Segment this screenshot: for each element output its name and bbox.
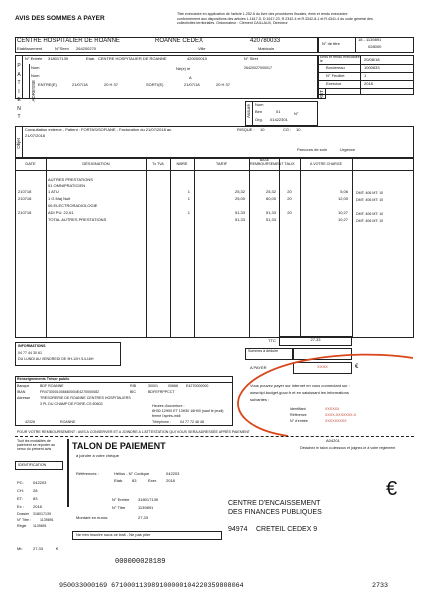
ch-label: CH: xyxy=(17,488,24,493)
ocr-line-2b: 2733 xyxy=(372,582,389,590)
rib-3: E4270000000 xyxy=(186,384,209,388)
bordereau-label: Bordereau xyxy=(326,65,345,70)
matricule-label: Matricule xyxy=(258,46,275,51)
row-desig: ADI PU: 22,61 xyxy=(48,210,74,215)
entree-date-label: ENTRE(E) xyxy=(38,82,57,87)
risque-label: RISQUE : xyxy=(237,127,255,132)
cg-value: 10 xyxy=(296,127,301,132)
col-designation: DÉSIGNATION xyxy=(82,161,110,166)
iban-value: FR4730001006660004E4270000082 xyxy=(40,390,100,394)
euro-icon: € xyxy=(386,478,398,500)
internet-line-3: suivantes : xyxy=(250,397,270,402)
ben-value: 01 xyxy=(276,109,281,114)
siren-value: 264200270 xyxy=(76,46,97,51)
siren-label: N°Siren xyxy=(55,46,69,51)
emis-label: Emis et rendu exécutoire le xyxy=(320,55,360,63)
section-omni: 01 OMNIPRATICIEN xyxy=(48,183,86,188)
establishment-name: CENTRE HOSPITALIER DE ROANNE xyxy=(17,38,120,44)
sommes-label: Sommes à déduire xyxy=(248,349,279,353)
mt-label: Mt: xyxy=(17,546,23,551)
mt-value: 27,33 xyxy=(33,546,44,551)
dossier-value: 318017139 xyxy=(33,512,51,516)
reg-value: 1139891 xyxy=(33,524,47,528)
table-row: 210718 xyxy=(18,196,32,201)
col-nbre: NBRE xyxy=(176,161,188,166)
col-taux: TAUX xyxy=(284,161,295,166)
row-base: 60,00 xyxy=(265,196,276,201)
etab-code: 420000010 xyxy=(187,56,208,61)
titre-value: 1139891 xyxy=(40,518,54,522)
reg-label: Régie xyxy=(17,524,27,528)
ttc-label: TTC xyxy=(268,338,276,343)
banque-label: Banque xyxy=(17,384,30,388)
talon-title: TALON DE PAIEMENT xyxy=(72,441,166,451)
montant-value: 27,33 xyxy=(138,515,149,520)
exercice-value: 2018 xyxy=(364,81,373,86)
rib-2: 00666 xyxy=(168,384,178,388)
etab-patient-label: Etab. xyxy=(86,56,96,61)
entree-label: N° d'entrée xyxy=(290,419,308,423)
row-tarif: 51,33 xyxy=(234,210,245,215)
row-note: DMT: 406 MT: 10 xyxy=(356,212,384,216)
siret-value: 26420027000017 xyxy=(244,66,272,70)
row-taux: 20 xyxy=(287,210,292,215)
exercice-label: Exercice xyxy=(326,81,342,86)
legal-line-2: conformément aux dispositions des articles L.1617-5, D.1617-23, R.2342-4 et R.3342-8-1 et R.4341-4 du code général des xyxy=(177,16,373,21)
coupon-entree-label: N° Entrée xyxy=(112,497,130,502)
org-label: Org. xyxy=(255,117,263,122)
establishment-siret: 420780033 xyxy=(250,38,281,44)
exer-label: Exer. xyxy=(148,478,158,483)
legal-line-3: collectivités territoriales. Ordonnateur : Clément CAILLAUX, Directeur xyxy=(177,21,288,26)
entree-time: 20 H 37 xyxy=(104,82,119,87)
ref-label: Référence xyxy=(290,413,307,417)
info-hours: DU LUNDI AU VENDREDI DE 9H-12H /14-16H xyxy=(18,357,94,361)
risque-value: 10 xyxy=(260,127,265,132)
ch-value: 28 xyxy=(33,488,38,493)
row-charge: 10,27 xyxy=(337,210,348,215)
coupon-titre-value: 1139891 xyxy=(138,505,154,510)
ne-rien-text: Ne rien inscrire sous ce trait - Ne pas plier xyxy=(76,532,151,537)
titre-value: 18 - 1139891 xyxy=(358,37,382,42)
bank-ville: ROANNE xyxy=(60,420,76,424)
cg-label: CG : xyxy=(283,127,292,132)
ville-label: Ville xyxy=(198,46,206,51)
page-title: AVIS DES SOMMES A PAYER xyxy=(15,15,105,22)
row-desig: 1 ATU xyxy=(48,189,59,194)
etab-label: Etablissement xyxy=(17,46,43,51)
rib-1: 30001 xyxy=(148,384,158,388)
references-label: Références : xyxy=(76,471,99,476)
no-label: N° xyxy=(294,111,299,116)
legal-line-1: Titre exécutoire en application de l'article L.252 A du livre des procédures fiscales, émis et rendu exécutoire xyxy=(177,12,348,16)
coupon-instruction: Détachez le talon ci-dessous et joignez-le à votre règlement xyxy=(300,446,396,450)
total-base: 51,33 xyxy=(265,217,276,222)
bic-label: BIC xyxy=(130,390,136,394)
pc-label: PC: xyxy=(17,480,24,485)
patient-side-label: P A T I E N T xyxy=(17,63,21,120)
row-note: DMT: 406 MT: 10 xyxy=(356,191,384,195)
etab-patient-value: CENTRE HOSPITALIER DE ROANNE xyxy=(98,56,167,61)
iban-label: IBAN xyxy=(17,390,26,394)
total-note: DMT: 406 MT: 10 xyxy=(356,219,384,223)
rdt-label: RDT xyxy=(319,90,324,100)
helios-label: Hélios - N° Codique xyxy=(114,471,150,476)
cut-line-text: POUR VOTRE REMBOURSEMENT : AVIS A CONSERVER ET A JOINDRE A L'ATTESTATION QUI VOUS SERA ADRESSÉE APRÈS PAIEMENT xyxy=(17,430,251,434)
section-electro: 06 ELECTRORADIOLOGIE xyxy=(48,203,98,208)
horaires-2: fermé l'après-midi xyxy=(152,414,181,418)
row-charge: 5,06 xyxy=(340,189,348,194)
bic-value: BDFEFRPPCCT xyxy=(148,390,175,394)
ben-label: Ben xyxy=(255,109,263,114)
mt-euro: € xyxy=(56,546,59,551)
banque-value: BDF ROANNE xyxy=(40,384,64,388)
bordereau-value: 1000833 xyxy=(364,65,380,70)
row-nbre: 1 xyxy=(187,210,190,215)
etab-value: 83 xyxy=(132,478,137,483)
adresse-label: Adresse xyxy=(17,396,31,400)
internet-line-2: www.tipi.budget.gouv.fr et en saisissant les informations xyxy=(250,390,349,395)
row-tarif: 25,00 xyxy=(234,196,245,201)
total-charge: 10,27 xyxy=(337,217,348,222)
assure-nom-label: Nom xyxy=(255,102,264,107)
ocr-line-1: 000000028189 xyxy=(115,558,166,566)
row-desig: 1 G Maj Nuit xyxy=(48,196,71,201)
section-autres: AUTRES PRESTATIONS xyxy=(48,177,93,182)
row-note: DMT: 406 MT: 10 xyxy=(356,198,384,202)
dossier-label: Dossier xyxy=(17,512,30,516)
info-title: INFORMATIONS xyxy=(18,344,46,348)
bank-cp: 42328 xyxy=(25,420,35,424)
col-date: DATE xyxy=(25,161,36,166)
coupon-left-note: Tout les modalités de paiement se reporter au verso du présent avis xyxy=(17,439,56,452)
sortie-time: 20 H 37 xyxy=(216,82,231,87)
adresse-2: 3 PL DU CHAMP DE FOIRE-CS 60603 xyxy=(40,402,103,406)
rib-label: RIB xyxy=(130,384,136,388)
bank-tel: 04 77 72 46 48 xyxy=(180,420,204,424)
centre-ville: CRETEIL CEDEX 9 xyxy=(256,526,318,533)
entree-date: 21/07/18 xyxy=(72,82,88,87)
objet-line-1: Consultation externe - Patient : FORTAS/SOFIANE - Facturation du 21/07/2018 au xyxy=(25,127,172,132)
col-charge: A VOTRE CHARGE xyxy=(310,162,342,166)
table-row: 210718 xyxy=(18,210,32,215)
montant-label: Montant en euros: xyxy=(76,515,109,520)
row-base: 51,33 xyxy=(265,210,276,215)
objet-label: Objet xyxy=(16,138,21,149)
bank-title: Renseignements Trésor public xyxy=(17,377,70,381)
ex-label: Ex : xyxy=(17,504,24,509)
patient-box xyxy=(15,55,318,99)
titre-label: N° Titre : xyxy=(17,518,32,522)
col-tarif: TARIF xyxy=(215,161,228,166)
a-payer-value: XXXX xyxy=(317,364,328,369)
ref-value: XXXX-XXXXXXX-X xyxy=(325,413,357,417)
centre-line-1: CENTRE D'ENCAISSEMENT xyxy=(228,500,321,507)
row-tarif: 25,32 xyxy=(234,189,245,194)
entree-label: N° Entrée xyxy=(25,56,43,61)
bank-tel-label: Téléphone : xyxy=(152,420,171,424)
assure-label: Assuré xyxy=(246,104,251,119)
nele-label: Né(e) le xyxy=(176,66,191,71)
coupon-titre-label: N° Titre xyxy=(112,505,126,510)
col-tva: Tx TVA xyxy=(152,162,164,166)
identification-label: IDENTIFICATION xyxy=(18,463,47,467)
entree-value: 318017139 xyxy=(48,56,69,61)
exer-value: 2018 xyxy=(166,478,175,483)
ex-value: 2018 xyxy=(33,504,42,509)
sortie-date: 21/07/18 xyxy=(184,82,200,87)
feuillet-value: 1 xyxy=(364,73,367,78)
row-taux: 20 xyxy=(287,196,292,201)
nom2-label: Nom xyxy=(31,73,40,78)
internet-line-1: Vous pouvez payer sur internet en vous connectant sur : xyxy=(250,383,350,388)
objet-line-2: 21/07/2018 xyxy=(25,133,46,138)
adresse-1: TRESORERIE DE ROANNE CENTRES HOSPITALIERS xyxy=(40,396,131,400)
id-value: XXXXXX xyxy=(325,407,340,411)
pc-value: 042203 xyxy=(33,480,47,485)
titre-sub: 028000 xyxy=(368,44,382,49)
org-value: 01422301 xyxy=(270,117,288,122)
table-row: 210718 xyxy=(18,189,32,194)
ocr-line-2: 950033000169 671000113989100000104220359808064 xyxy=(59,582,244,590)
urgence-label: Urgence xyxy=(340,147,356,152)
nom-label: Nom xyxy=(31,65,40,70)
codique-value: 042203 xyxy=(166,471,180,476)
horaires-label: Heures d'ouverture : xyxy=(152,404,185,408)
sortie-label: SORTI(E) xyxy=(146,82,164,87)
row-nbre: 1 xyxy=(187,189,190,194)
ttc-value: 27,33 xyxy=(310,337,321,342)
emis-value: 20/08/18 xyxy=(364,57,380,62)
centre-cp: 94974 xyxy=(228,526,248,533)
euro-label: € xyxy=(355,364,359,370)
legal-notice xyxy=(177,12,417,26)
centre-line-2: DES FINANCES PUBLIQUES xyxy=(228,509,322,516)
parcours-label: Parcours de soin xyxy=(297,147,328,152)
feuillet-label: N° Feuillet xyxy=(326,73,345,78)
siret-label: N° Siret xyxy=(244,56,258,61)
coupon-entree-value: 318017139 xyxy=(138,497,159,502)
id-label: Identifiant xyxy=(290,407,306,411)
entree-value: XXXXXXXXX xyxy=(325,419,347,423)
total-label: TOTAL AUTRES PRESTATIONS xyxy=(48,217,107,222)
horaires-1: 8H30 12H00 ET 13H30 16H00 (sauf le jeudi) xyxy=(152,409,224,413)
total-tarif: 51,33 xyxy=(234,217,245,222)
establishment-city: ROANNE CEDEX xyxy=(155,38,204,44)
a-label: A xyxy=(189,75,192,80)
info-tel: 04 77 44 30 61 xyxy=(18,351,42,355)
row-taux: 20 xyxy=(287,189,292,194)
talon-subtitle: à joindre à votre chèque xyxy=(76,453,119,458)
adresse-label: ADRESSE xyxy=(31,80,36,102)
etab-label: Etab. xyxy=(114,478,124,483)
row-nbre: 1 xyxy=(187,196,190,201)
row-base: 25,32 xyxy=(265,189,276,194)
et-value: 83 xyxy=(33,496,38,501)
coupon-code: A04201 xyxy=(326,438,340,443)
col-base: BASE REMBOURSEMENT xyxy=(250,158,284,166)
a-payer-label: A PAYER xyxy=(250,365,267,370)
et-label: ET: xyxy=(17,496,23,501)
row-charge: 12,00 xyxy=(337,196,348,201)
titre-label: N° de titre xyxy=(322,41,340,46)
